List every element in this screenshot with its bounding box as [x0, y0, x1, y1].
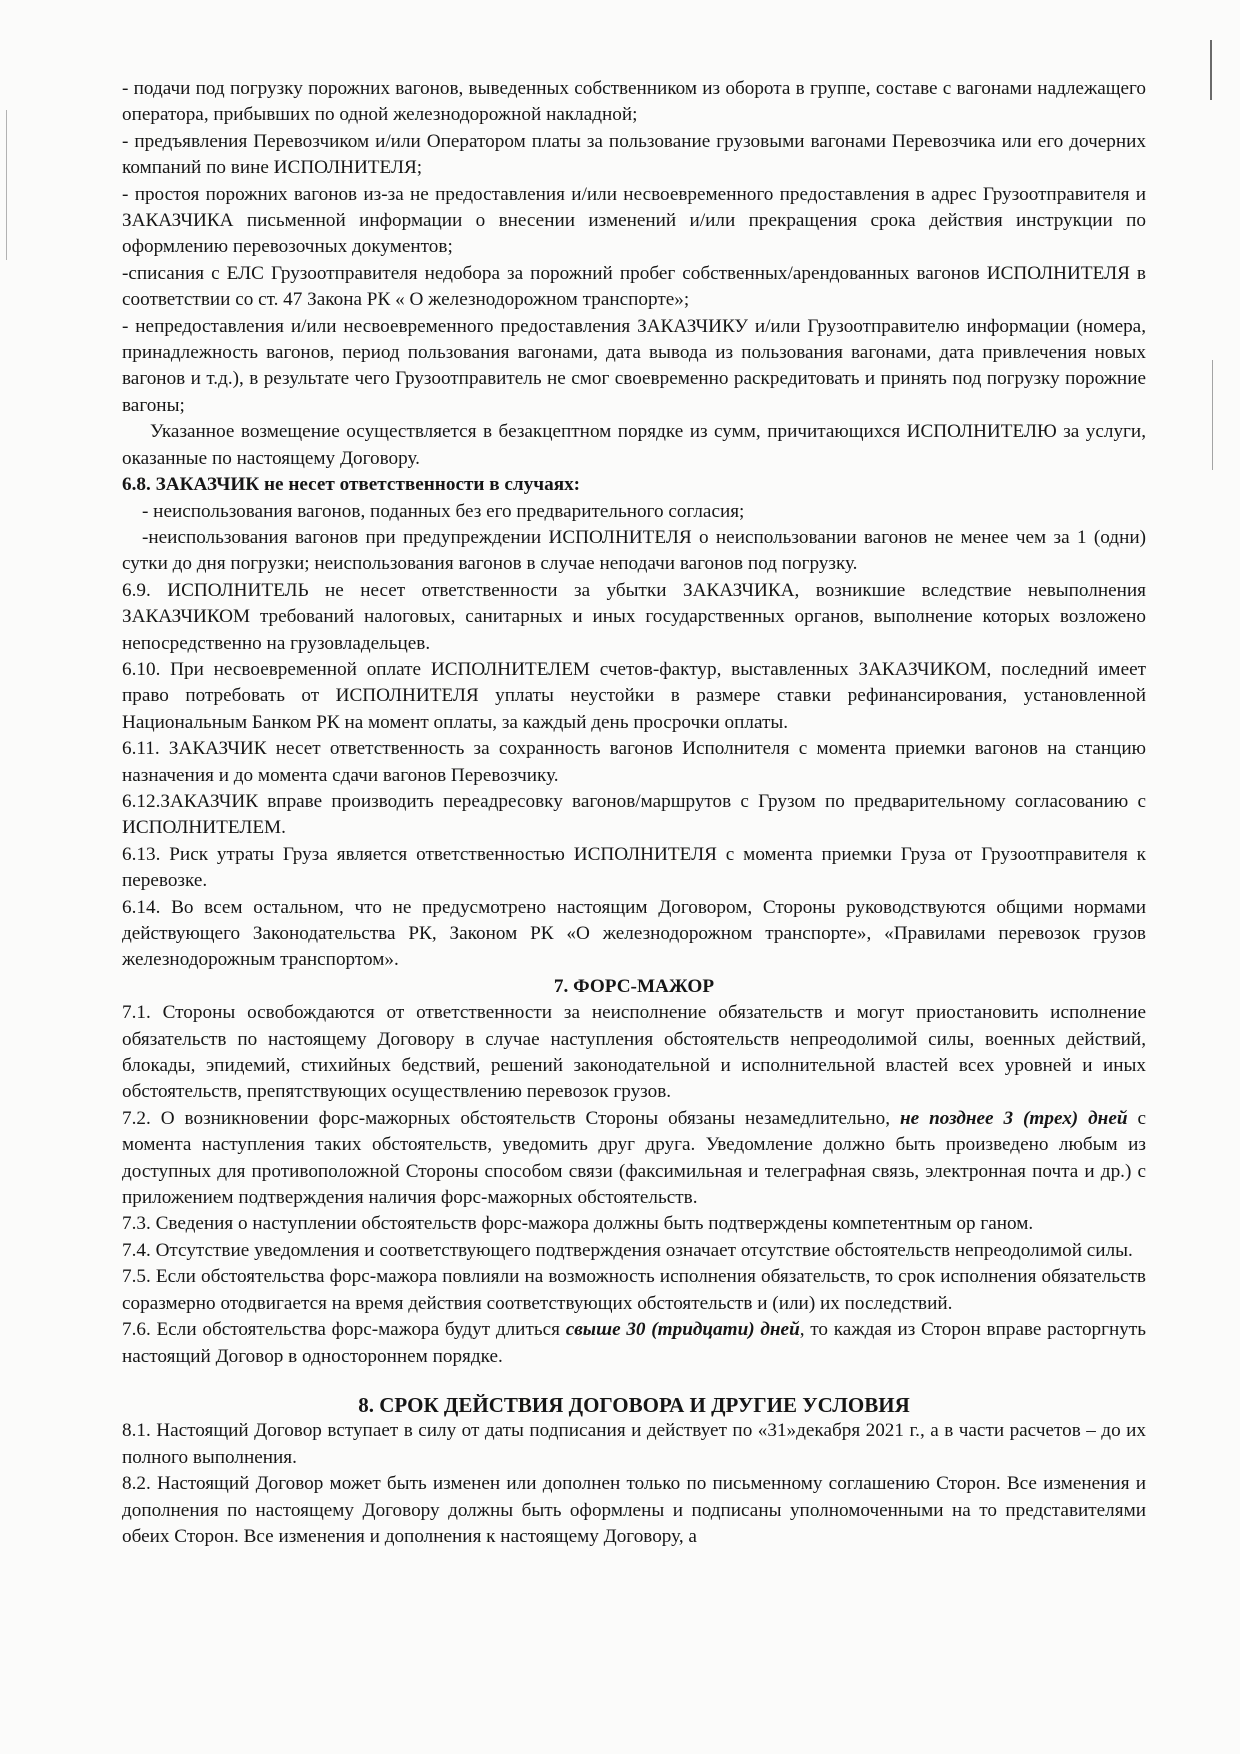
paragraph: - предъявления Перевозчиком и/или Оператором платы за пользование грузовыми вагонами Перевозчика или его дочерних компаний по вине ИСПОЛНИТЕЛЯ; [122, 130, 1146, 179]
paragraph: - подачи под погрузку порожних вагонов, выведенных собственником из оборота в группе, составе с вагонами надлежащего оператора, прибывших по одной железнодорожной накладной; [122, 78, 1146, 126]
paragraph: 7.1. Стороны освобождаются от ответственности за неисполнение обязательств и могут приостановить исполнение обязательств по настоящему Договору в случае наступления обстоятельств непреодолимой силы, военных действий, блокады, эпидемий, стихийных бедствий, решений законодательной и исполнительной властей всех уровней и иных обстоятельств, препятствующих осуществлению перевозок грузов. [122, 1002, 1146, 1103]
scan-edge-mark [1212, 360, 1213, 470]
paragraph-text: 7.6. Если обстоятельства форс-мажора будут длиться [122, 1319, 560, 1341]
paragraph: 7.3. Сведения о наступлении обстоятельств форс-мажора должны быть подтверждены компетентным ор ганом. [122, 1213, 1034, 1235]
emphasis-text: свыше 30 (тридцати) дней [565, 1319, 800, 1341]
paragraph [122, 1317, 1146, 1370]
paragraph: 6.12.ЗАКАЗЧИК вправе производить переадресовку вагонов/маршрутов с Грузом по предварительному согласованию с ИСПОЛНИТЕЛЕМ. [122, 790, 1146, 839]
document-body [122, 76, 1146, 1550]
scan-edge-mark [1210, 40, 1212, 100]
paragraph: 7.4. Отсутствие уведомления и соответствующего подтверждения означает отсутствие обстоятельств непреодолимой силы. [122, 1239, 1133, 1261]
paragraph: Указанное возмещение осуществляется в безакцептном порядке из сумм, причитающихся ИСПОЛНИТЕЛЮ за услуги, оказанные по настоящему Договору. [122, 421, 1146, 469]
paragraph-text: с момента наступления таких обстоятельств, уведомить друг друга. Уведомление должно быть произведено любым из доступных для противоположной Стороны способом связи (факсимильная и телеграфная связь, электронная почта и др.) с приложением подтверждения наличия форс-мажорных обстоятельств. [122, 1107, 1146, 1209]
emphasis-text: не позднее 3 (трех) дней [899, 1107, 1128, 1129]
paragraph-text: , то каждая из Сторон вправе расторгнуть настоящий Договор в одностороннем порядке. [122, 1319, 1146, 1367]
paragraph: 6.11. ЗАКАЗЧИК несет ответственность за сохранность вагонов Исполнителя с момента приемки вагонов на станцию назначения и до момента сдачи вагонов Перевозчику. [122, 738, 1146, 786]
paragraph: 6.13. Риск утраты Груза является ответственностью ИСПОЛНИТЕЛЯ с момента приемки Груза от Грузоотправителя к перевозке. [122, 843, 1146, 892]
section-subheading: 6.8. ЗАКАЗЧИК не несет ответственности в случаях: [122, 474, 581, 496]
paragraph: 6.14. Во всем остальном, что не предусмотрено настоящим Договором, Стороны руководствуются общими нормами действующего Законодательства РК, Законом РК «О железнодорожном транспорте», «Правилами перевозок грузов железнодорожным транспортом». [122, 896, 1146, 971]
section-heading: 8. СРОК ДЕЙСТВИЯ ДОГОВОРА И ДРУГИЕ УСЛОВИЯ [358, 1392, 910, 1417]
paragraph: 6.10. При несвоевременной оплате ИСПОЛНИТЕЛЕМ счетов-фактур, выставленных ЗАКАЗЧИКОМ, последний имеет право потребовать от ИСПОЛНИТЕЛЯ уплаты неустойки в размере ставки рефинансирования, установленной Национальным Банком РК на момент оплаты, за каждый день просрочки оплаты. [122, 658, 1146, 733]
scan-edge-mark [6, 110, 7, 260]
paragraph: - непредоставления и/или несвоевременного предоставления ЗАКАЗЧИКУ и/или Грузоотправителю информации (номера, принадлежность вагонов, период пользования вагонами, дата вывода из пользования вагонами, дата привлечения новых вагонов и т.д.), в результате чего Грузоотправитель не смог своевременно раскредитовать и принять под погрузку порожние вагоны; [122, 315, 1146, 416]
paragraph: 6.9. ИСПОЛНИТЕЛЬ не несет ответственности за убытки ЗАКАЗЧИКА, возникшие вследствие невыполнения ЗАКАЗЧИКОМ требований налоговых, санитарных и иных государственных органов, выполнение которых возложено непосредственно на грузовладельцев. [122, 579, 1146, 654]
paragraph: - неиспользования вагонов, поданных без его предварительного согласия; [142, 500, 745, 522]
paragraph: - простоя порожних вагонов из-за не предоставления и/или несвоевременного предоставления в адрес Грузоотправителя и ЗАКАЗЧИКА письменной информации о внесении изменений и/или прекращения срока действия инструкции по оформлению перевозочных документов; [122, 183, 1146, 258]
paragraph [122, 1106, 1146, 1212]
paragraph: 7.5. Если обстоятельства форс-мажора повлияли на возможность исполнения обязательств, то срок исполнения обязательств соразмерно отодвигается на время действия соответствующих обстоятельств и (или) их последствий. [122, 1266, 1146, 1314]
paragraph: 8.1. Настоящий Договор вступает в силу от даты подписания и действует по «31»декабря 2021 г., а в части расчетов – до их полного выполнения. [122, 1420, 1146, 1468]
section-heading: 7. ФОРС-МАЖОР [553, 975, 715, 997]
paragraph: -неиспользования вагонов при предупреждении ИСПОЛНИТЕЛЯ о неиспользовании вагонов не менее чем за 1 (одни) сутки до дня погрузки; неиспользования вагонов в случае неподачи вагонов под погрузку. [122, 526, 1146, 575]
paragraph-text: 7.2. О возникновении форс-мажорных обстоятельств Стороны обязаны незамедлительно, [122, 1107, 891, 1129]
paragraph: 8.2. Настоящий Договор может быть изменен или дополнен только по письменному соглашению Сторон. Все изменения и дополнения по настоящему Договору должны быть оформлены и подписаны уполномоченными на то представителями обеих Сторон. Все изменения и дополнения к настоящему Договору, а [122, 1473, 1146, 1547]
paragraph: -списания с ЕЛС Грузоотправителя недобора за порожний пробег собственных/арендованных вагонов ИСПОЛНИТЕЛЯ в соответствии со ст. 47 Закона РК « О железнодорожном транспорте»; [122, 262, 1146, 311]
